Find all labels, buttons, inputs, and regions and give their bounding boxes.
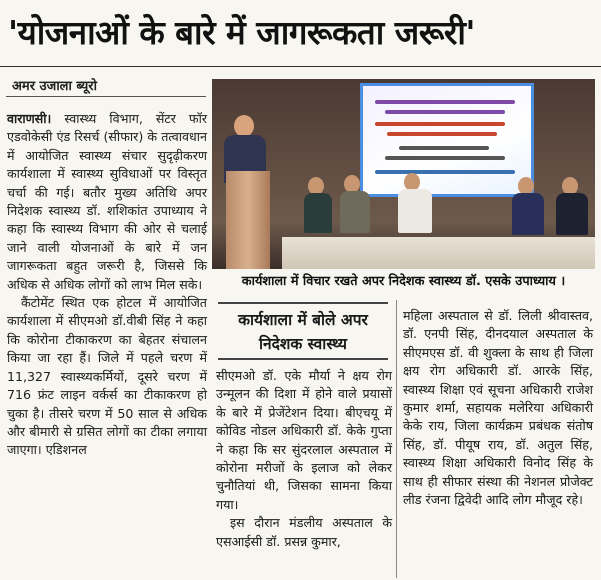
col1-paragraph-1: स्वास्थ्य विभाग, सेंटर फॉर एडवोकेसी एंड रिसर्च (सीफार) के तत्वावधान में आयोजित स्वास्थ्य संचार सुदृढ़ीकरण कार्यशाला में स्वास्थ्य सुविधाओं पर विस्तृत चर्चा की गई। बतौर मुख्य अतिथि अपर निदेशक स्वास्थ्य डॉ. शशिकांत उपाध्याय ने कहा कि स्वास्थ्य विभाग की ओर से चलाई जाने वाली योजनाओं के बारे में जन जागरूकता बहुत जरूरी है, जिससे कि अधिक से अधिक लोगों को लाभ मिल सके।	[7, 111, 207, 292]
col2-paragraph-2: इस दौरान मंडलीय अस्पताल के एसआईसी डॉ. प्रसन्न कुमार,	[216, 515, 392, 549]
photo-caption: कार्यशाला में विचार रखते अपर निदेशक स्वास्थ्य डॉ. एसके उपाध्याय ।	[241, 274, 566, 289]
event-photo	[212, 79, 595, 269]
byline-rule	[6, 96, 206, 97]
headline: 'योजनाओं के बारे में जागरूकता जरूरी'	[8, 13, 476, 52]
article-column-3	[403, 307, 593, 509]
col1-paragraph-2: कैंटोमेंट स्थित एक होटल में आयोजित कार्यशाला में सीएमओ डॉ.वीबी सिंह ने कहा कि कोरोना टीकाकरण का बेहतर संचालन किया जा रहा हैं। जिले में पहले चरण में 11,327 स्वास्थ्यकर्मियों, दूसरे चरण में 716 फ्रंट लाइन वर्कर्स का टीकाकरण हो चुका है। तीसरे चरण में 50 साल से अधिक और बीमारी से ग्रसित लोगों का टीका लगाया जाएगा। एडिशनल	[7, 295, 207, 458]
article-column-1	[7, 110, 207, 460]
article-column-2	[216, 367, 392, 551]
workshop-banner	[360, 83, 534, 197]
table	[282, 237, 595, 269]
col2-paragraph-1: सीएमओ डॉ. एके मौर्या ने क्षय रोग उन्मूलन की दिशा में होने वाले प्रयासों के बारे में प्रेजेंटेशन दिया। बीएचयू में कोविड नोडल अधिकारी डॉ. केके गुप्ता ने कहा कि सर सुंदरलाल अस्पताल में कोरोना मरीजों के इलाज को लेकर चुनौतियां थी, जिसका सामना किया गया।	[216, 368, 392, 512]
speaker-head	[234, 115, 254, 137]
podium	[226, 171, 270, 269]
dateline-city: वाराणसी।	[7, 111, 52, 126]
col3-paragraph-1: महिला अस्पताल से डॉ. लिली श्रीवास्तव, डॉ. एनपी सिंह, दीनदयाल अस्पताल के सीएमएस डॉ. वी शुक्ला के साथ ही जिला क्षय रोग अधिकारी डॉ. आरके सिंह, स्वास्थ्य शिक्षा एवं सूचना अधिकारी राजेश कुमार शर्मा, सहायक मलेरिया अधिकारी केके राय, जिला कार्यक्रम प्रबंधक संतोष सिंह, डॉ. पीयूष राय, डॉ. अतुल सिंह, स्वास्थ्य शिक्षा अधिकारी विनोद सिंह के साथ ही सीफार संस्था की नेशनल प्रोजेक्ट लीड रंजना द्विवेदी आदि लोग मौजूद रहे।	[403, 308, 593, 508]
byline: अमर उजाला ब्यूरो	[12, 79, 97, 94]
column-divider	[396, 300, 397, 578]
subheading: कार्यशाला में बोले अपर निदेशक स्वास्थ्य	[218, 302, 388, 360]
headline-rule	[0, 66, 601, 67]
